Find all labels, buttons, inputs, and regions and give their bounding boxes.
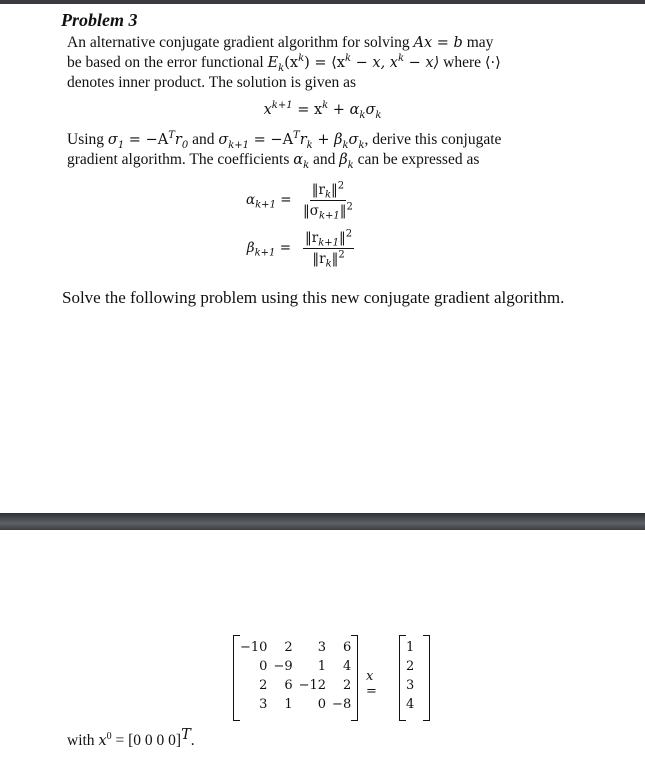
derivation-line-2: gradient algorithm. The coefficients $\alpha_k$ and $\beta_k$ can be expressed as	[67, 151, 480, 171]
system-equation: Ax = b	[413, 35, 463, 51]
beta-fraction: $\frac{‖r_{k+1}‖^2}{‖r_k‖^2}$	[305, 228, 353, 270]
vector-row: 2	[406, 659, 415, 674]
matrix-row: 0 −9 1 4	[259, 659, 352, 674]
matrix-row: 3 1 0 −8	[259, 697, 352, 712]
beta-formula: $\beta_{k+1}$ = $\frac{‖r_{k+1}‖^2}{‖r_k‖^2}$	[246, 228, 353, 270]
matrix-row: −10 2 3 6	[240, 640, 352, 655]
page-separator	[0, 513, 645, 530]
matrix-a	[237, 638, 354, 714]
coefficient-formulas	[246, 176, 354, 272]
vector-row: 3	[406, 678, 415, 693]
intro-line-1: An alternative conjugate gradient algorithm for solving Ax = b may	[67, 34, 494, 51]
vector-row: 4	[406, 697, 415, 712]
intro-line-2: be based on the error functional $E_k(x^k)$ = $⟨x^k - x$, $x^k$ − x⟩ where ⟨·⟩	[67, 53, 501, 74]
vector-b	[403, 638, 417, 714]
initial-guess: with $x^0 = [0$ 0 0 0]$^T$.	[67, 726, 195, 749]
sigma-1-definition: $\sigma_1 = -A^Tr_0$	[107, 130, 189, 151]
vector-row: 1	[406, 640, 415, 655]
vector-right-bracket	[423, 635, 430, 721]
sigma-k1-definition: $\sigma_{k+1} = -A^Tr_k + \beta_k\sigma_k$	[218, 130, 365, 151]
error-functional: $E_k(x^k)$ = $⟨x^k - x$, $x^k$ − x⟩	[267, 53, 440, 74]
problem-title: Problem 3	[61, 10, 138, 30]
matrix-row: 2 6 −12 2	[259, 678, 352, 693]
intro-paragraph	[67, 33, 567, 92]
x-equals: x =	[366, 669, 377, 699]
derivation-paragraph	[67, 130, 567, 170]
intro-line-3: denotes inner product. The solution is given as	[67, 74, 356, 91]
update-equation: $x^{k+1} = x^k + \alpha_k\sigma_k$	[263, 100, 382, 121]
matrix-right-bracket	[351, 635, 358, 721]
top-border	[0, 0, 645, 4]
alpha-fraction: $\frac{‖r_k‖^2}{‖\sigma_{k+1}‖^2}$	[303, 180, 353, 222]
derivation-line-1: Using $\sigma_1 = -A^Tr_0$ and $\sigma_{k+1} = -A^Tr_k + \beta_k\sigma_k$, derive this conjugate	[67, 130, 502, 151]
inner-product-symbol: ⟨·⟩	[484, 55, 501, 71]
solve-instruction: Solve the following problem using this new conjugate gradient algorithm.	[62, 288, 565, 307]
alpha-formula: $\alpha_{k+1}$ = $\frac{‖r_k‖^2}{‖\sigma_{k+1}‖^2}$	[246, 180, 353, 222]
